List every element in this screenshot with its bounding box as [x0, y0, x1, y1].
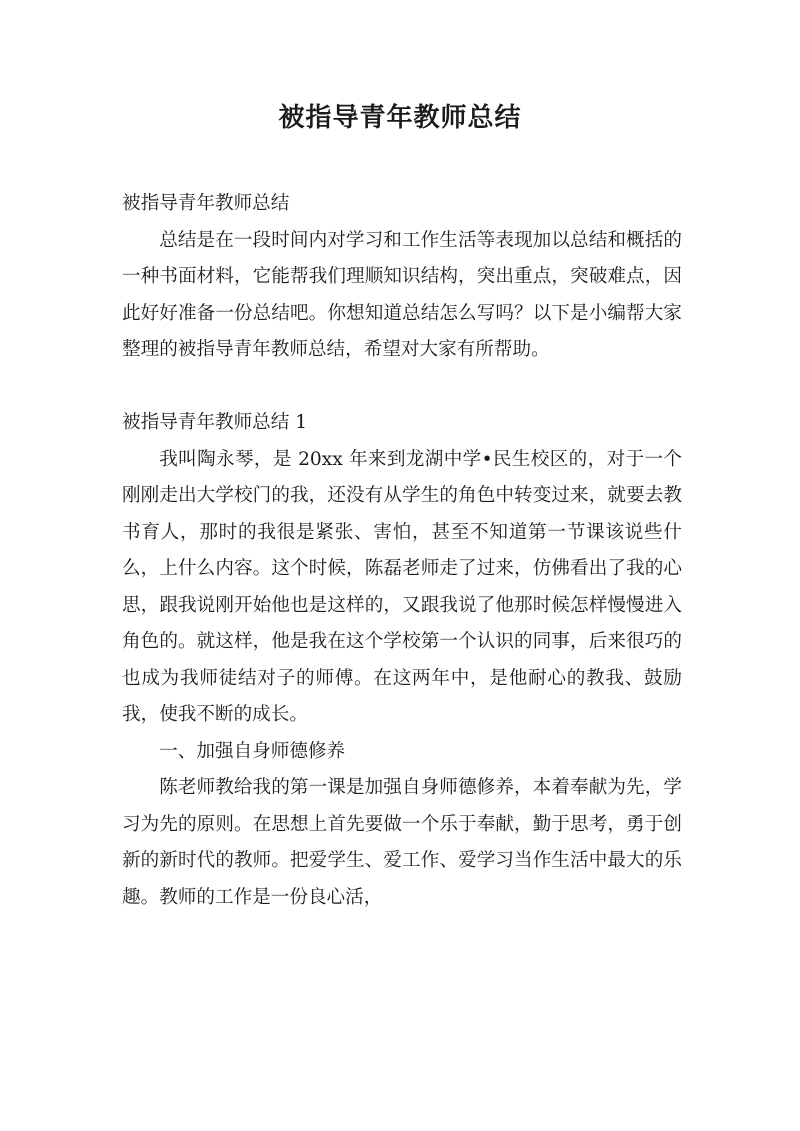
paragraph-gap: [122, 369, 682, 406]
body-paragraph-2: 陈老师教给我的第一课是加强自身师德修养，本着奉献为先，学习为先的原则。在思想上首先要做一个乐于奉献，勤于思考，勇于创新的新时代的教师。把爱学生、爱工作、爱学习当作生活中最大的乐趣。教师的工作是一份良心活，: [122, 777, 682, 908]
section-heading: 被指导青年教师总结 1: [122, 412, 308, 433]
document-subtitle: 被指导青年教师总结: [122, 193, 290, 214]
body-paragraph: 我叫陶永琴，是 20xx 年来到龙湖中学•民生校区的，对于一个刚刚走出大学校门的我，还没有从学生的角色中转变过来，就要去教书育人，那时的我很是紧张、害怕，甚至不知道第一节课该说些什么，上什么内容。这个时候，陈磊老师走了过来，仿佛看出了我的心思，跟我说刚开始他也是这样的，又跟我说了他那时候怎样慢慢进入角色的。就这样，他是我在这个学校第一个认识的同事，后来很巧的也成为我师徒结对子的师傅。在这两年中，是他耐心的教我、鼓励我，使我不断的成长。: [122, 448, 682, 725]
document-body: [122, 186, 682, 916]
sub-heading: 一、加强自身师德修养: [159, 740, 346, 762]
document-title: 被指导青年教师总结: [278, 103, 522, 133]
intro-paragraph: 总结是在一段时间内对学习和工作生活等表现加以总结和概括的一种书面材料，它能帮我们理顺知识结构，突出重点，突破难点，因此好好准备一份总结吧。你想知道总结怎么写吗？以下是小编帮大家整理的被指导青年教师总结，希望对大家有所帮助。: [122, 229, 682, 360]
